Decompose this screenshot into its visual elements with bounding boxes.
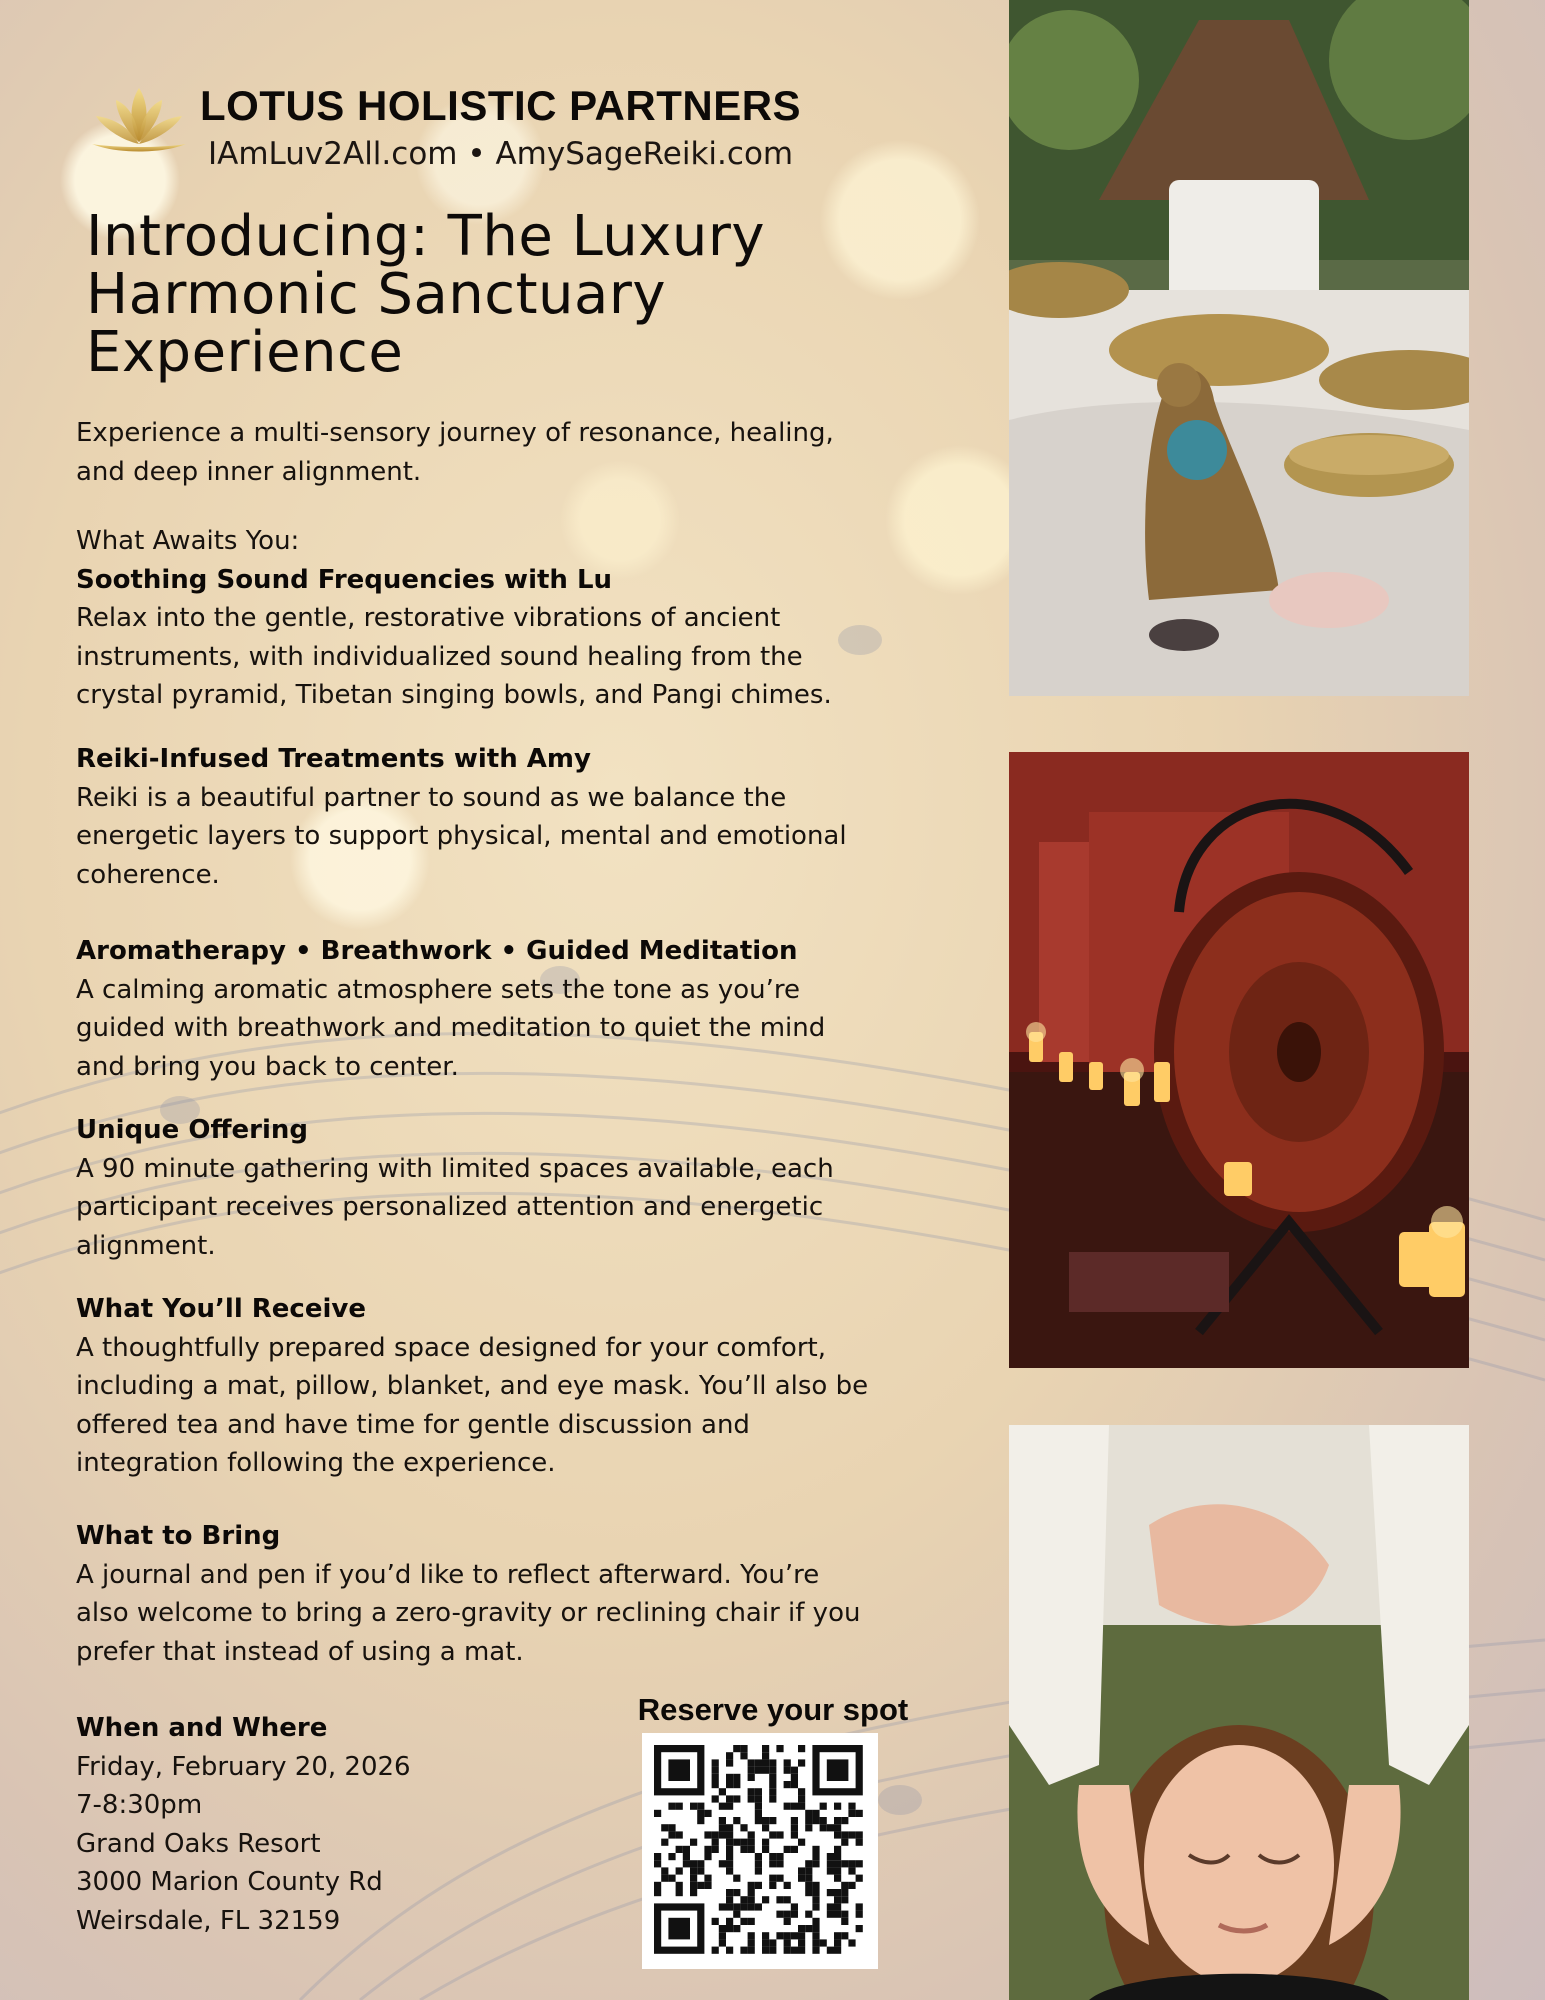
brand-name: LOTUS HOLISTIC PARTNERS — [200, 82, 802, 129]
brand-websites[interactable]: IAmLuv2All.com • AmySageReiki.com — [208, 136, 794, 172]
section-heading: What You’ll Receive — [76, 1294, 366, 1324]
intro-paragraph: Experience a multi-sensory journey of resonance, healing, and deep inner alignment. — [76, 418, 834, 487]
event-city: Weirsdale, FL 32159 — [76, 1905, 341, 1936]
brand-header — [86, 82, 906, 182]
awaits-label: What Awaits You: — [76, 526, 300, 556]
page-title — [86, 204, 946, 385]
section-heading: Unique Offering — [76, 1115, 308, 1145]
title-line: Experience — [86, 320, 404, 385]
event-street: 3000 Marion County Rd — [76, 1867, 383, 1897]
lotus-icon — [86, 82, 192, 162]
section-reiki: Reiki-Infused Treatments with Amy Reiki is a beautiful partner to sound as we balance the energetic layers to support physical, mental and emotional coherence. — [76, 740, 976, 894]
section-when-where — [76, 1709, 596, 1940]
title-line: Introducing: The Luxury — [86, 204, 766, 269]
section-heading: Reiki-Infused Treatments with Amy — [76, 744, 591, 774]
section-heading: What to Bring — [76, 1521, 281, 1551]
section-heading: Aromatherapy • Breathwork • Guided Meditation — [76, 936, 798, 966]
event-venue: Grand Oaks Resort — [76, 1828, 321, 1859]
event-time: 7-8:30pm — [76, 1790, 203, 1820]
photo-gong-candles — [1009, 752, 1469, 1368]
section-receive: What You’ll Receive A thoughtfully prepared space designed for your comfort, including a mat, pillow, blanket, and eye mask. You’ll also be offered tea and have time for gentle discussion and integration following the experience. — [76, 1290, 976, 1483]
section-aromatherapy: Aromatherapy • Breathwork • Guided Meditation A calming aromatic atmosphere sets the tone as you’re guided with breathwork and meditation to quiet the mind and bring you back to center. — [76, 932, 976, 1086]
reserve-label: Reserve your spot — [637, 1692, 909, 1727]
section-sound: What Awaits You: Soothing Sound Frequencies with Lu Relax into the gentle, restorative vibrations of ancient instruments, with individualized sound healing from the crystal pyramid, Tibetan singing bowls, and Pangi chimes. — [76, 522, 976, 715]
section-heading: When and Where — [76, 1713, 328, 1743]
section-bring: What to Bring A journal and pen if you’d like to reflect afterward. You’re also welcome to bring a zero-gravity or reclining chair if you prefer that instead of using a mat. — [76, 1517, 976, 1671]
event-date: Friday, February 20, 2026 — [76, 1751, 411, 1782]
qr-code[interactable] — [642, 1733, 878, 1969]
photo-reiki-treatment — [1009, 1425, 1469, 2000]
title-line: Harmonic Sanctuary — [86, 262, 666, 327]
section-heading: Soothing Sound Frequencies with Lu — [76, 564, 613, 595]
section-unique-offering: Unique Offering A 90 minute gathering with limited spaces available, each participant receives personalized attention and energetic alignment. — [76, 1111, 976, 1265]
photo-singing-bowls — [1009, 0, 1469, 696]
